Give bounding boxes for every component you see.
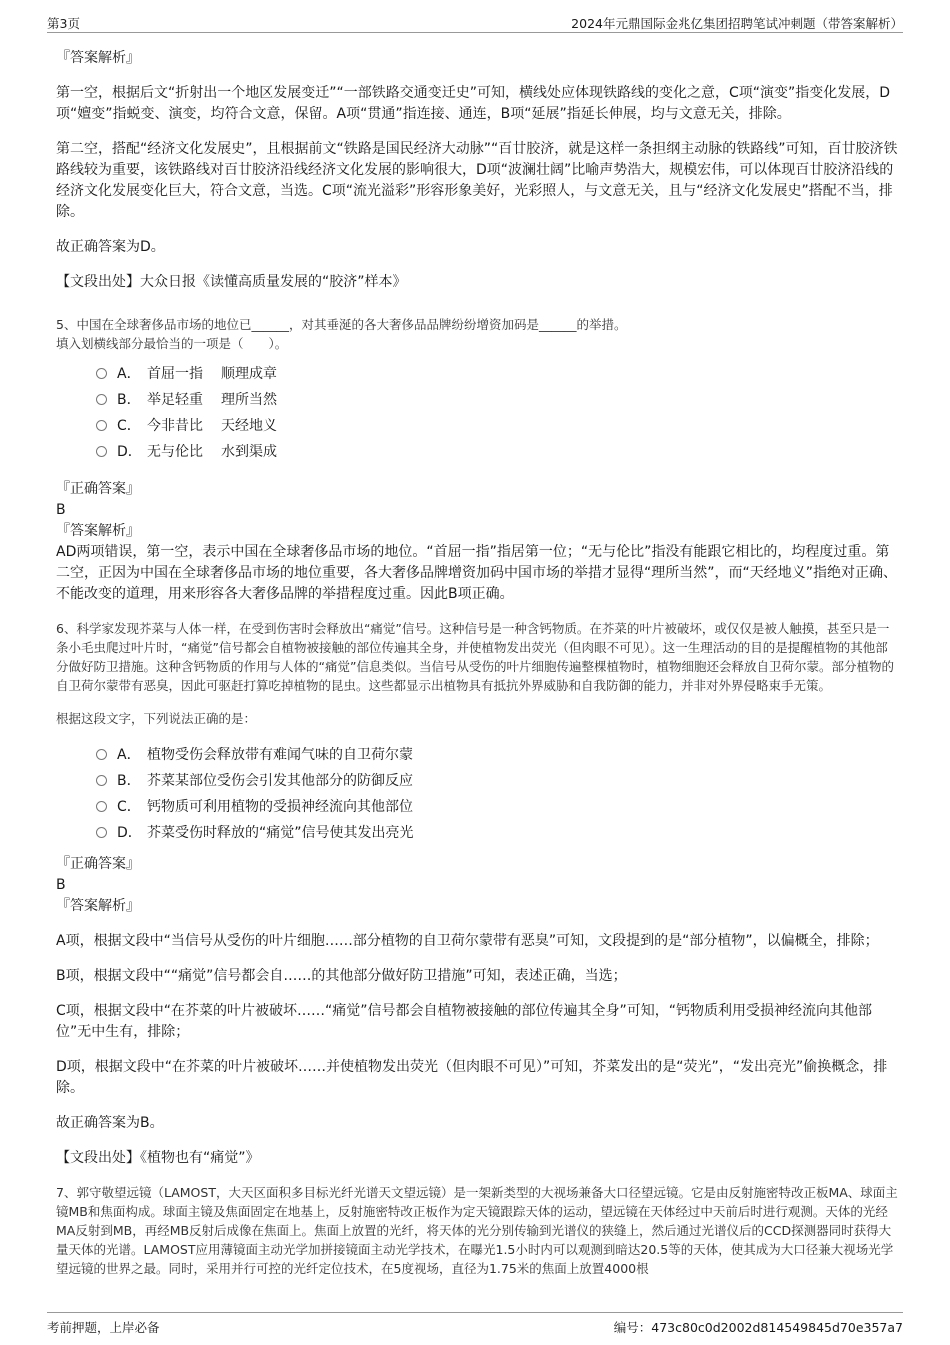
question-5-options xyxy=(96,361,898,465)
question-6-options xyxy=(96,742,898,846)
analysis-label: 『答案解析』 xyxy=(56,898,140,914)
option-a[interactable]: A． 植物受伤会释放带有难闻气味的自卫荷尔蒙 xyxy=(96,742,898,768)
correct-answer-label: 『正确答案』 xyxy=(56,856,140,872)
question-5-instruction: 填入划横线部分最恰当的一项是（ ）。 xyxy=(56,336,288,351)
option-d[interactable]: D． 芥菜受伤时释放的“痛觉”信号使其发出亮光 xyxy=(96,820,898,846)
radio-icon[interactable] xyxy=(96,368,107,379)
footer-slogan: 考前押题，上岸必备 xyxy=(47,1320,160,1335)
radio-icon[interactable] xyxy=(96,827,107,838)
page-footer xyxy=(47,1312,903,1337)
correct-answer-label: 『正确答案』 xyxy=(56,481,140,497)
analysis-paragraph: 第二空，搭配“经济文化发展史”，且根据前文“铁路是国民经济大动脉”“百廿胶济，就是这样一条担纲主动脉的铁路线”可知，百廿胶济铁路线较为重要，该铁路线对百廿胶济沿线经济文化发展的影响很大，D项“波澜壮阔”比喻声势浩大，规模宏伟，可以体现百廿胶济沿线的经济文化发展变化巨大，符合文意，当选。C项“流光溢彩”形容形象美好，光彩照人，与文意无关，且与“经济文化发展史”搭配不当，排除。 xyxy=(56,141,898,220)
source-citation: 【文段出处】《植物也有“痛觉”》 xyxy=(56,1150,260,1166)
document-title: 2024年元鼎国际金兆亿集团招聘笔试冲刺题（带答案解析） xyxy=(571,16,903,31)
option-c[interactable]: C． 钙物质可利用植物的受损神经流向其他部位 xyxy=(96,794,898,820)
radio-icon[interactable] xyxy=(96,749,107,760)
option-b[interactable]: B． 芥菜某部位受伤会引发其他部分的防御反应 xyxy=(96,768,898,794)
question-6-stem: 6、科学家发现芥菜与人体一样，在受到伤害时会释放出“痛觉”信号。这种信号是一种含钙物质。在芥菜的叶片被破坏，或仅仅是被人触摸，甚至只是一条小毛虫爬过叶片时，“痛觉”信号都会自植物被接触的部位传遍其全身，并使植物发出荧光（但肉眼不可见）。这一生理活动的目的是提醒植物的其他部分做好防卫措施。这种含钙物质的作用与人体的“痛觉”信息类似。当信号从受伤的叶片细胞传遍整棵植物时，植物细胞还会释放自卫荷尔蒙。部分植物的自卫荷尔蒙带有恶臭，因此可驱赶打算吃掉植物的昆虫。这些都显示出植物具有抵抗外界威胁和自我防御的能力，并非对外界侵略束手无策。 xyxy=(56,621,894,693)
radio-icon[interactable] xyxy=(96,394,107,405)
analysis-paragraph: 第一空，根据后文“折射出一个地区发展变迁”“一部铁路交通变迁史”可知，横线处应体现铁路线的变化之意，C项“演变”指变化发展，D项“嬗变”指蜕变、演变，均符合文意，保留。A项“贯通”指连接、通连，B项“延展”指延长伸展，均与文意无关，排除。 xyxy=(56,85,891,122)
analysis-option-a: A项，根据文段中“当信号从受伤的叶片细胞……部分植物的自卫荷尔蒙带有恶臭”可知，文段提到的是“部分植物”，以偏概全，排除； xyxy=(56,933,879,949)
correct-answer: B xyxy=(56,502,66,518)
analysis-label: 『答案解析』 xyxy=(56,50,140,66)
option-b[interactable]: B． 举足轻重 理所当然 xyxy=(96,387,898,413)
option-d[interactable]: D． 无与伦比 水到渠成 xyxy=(96,439,898,465)
page-header xyxy=(47,12,903,33)
source-citation: 【文段出处】大众日报《读懂高质量发展的“胶济”样本》 xyxy=(56,274,407,290)
analysis-option-c: C项，根据文段中“在芥菜的叶片被破坏……“痛觉”信号都会自植物被接触的部位传遍其全身”可知，“钙物质利用受损神经流向其他部位”无中生有，排除； xyxy=(56,1003,873,1040)
radio-icon[interactable] xyxy=(96,446,107,457)
analysis-paragraph: AD两项错误，第一空，表示中国在全球奢侈品市场的地位。“首屈一指”指居第一位；“无与伦比”指没有能跟它相比的，均程度过重。第二空，正因为中国在全球奢侈品市场的地位重要，各大奢侈品牌增资加码中国市场的举措才显得“理所当然”，而“天经地义”指绝对正确、不能改变的道理，用来形容各大奢侈品牌的举措程度过重。因此B项正确。 xyxy=(56,544,898,602)
answer-conclusion: 故正确答案为B。 xyxy=(56,1115,164,1131)
question-6-instruction: 根据这段文字，下列说法正确的是： xyxy=(56,711,257,726)
answer-conclusion: 故正确答案为D。 xyxy=(56,239,165,255)
page-number: 第3页 xyxy=(47,16,80,31)
option-c[interactable]: C． 今非昔比 天经地义 xyxy=(96,413,898,439)
document-id: 编号：473c80c0d2002d814549845d70e357a7 xyxy=(613,1320,903,1335)
analysis-label: 『答案解析』 xyxy=(56,523,140,539)
question-5-stem: 5、中国在全球奢侈品市场的地位已______，对其垂涎的各大奢侈品品牌纷纷增资加码是______的举措。 xyxy=(56,317,627,332)
analysis-option-d: D项，根据文段中“在芥菜的叶片被破坏……并使植物发出荧光（但肉眼不可见）”可知，芥菜发出的是“荧光”，“发出亮光”偷换概念，排除。 xyxy=(56,1059,888,1096)
document-body xyxy=(56,48,898,1278)
option-a[interactable]: A． 首屈一指 顺理成章 xyxy=(96,361,898,387)
analysis-option-b: B项，根据文段中““痛觉”信号都会自……的其他部分做好防卫措施”可知，表述正确，当选； xyxy=(56,968,627,984)
radio-icon[interactable] xyxy=(96,420,107,431)
question-7-stem: 7、郭守敬望远镜（LAMOST，大天区面积多目标光纤光谱天文望远镜）是一架新类型的大视场兼备大口径望远镜。它是由反射施密特改正板MA、球面主镜MB和焦面构成。球面主镜及焦面固定在地基上，反射施密特改正板作为定天镜跟踪天体的运动，望远镜在天体经过中天前后时进行观测。天体的光经MA反射到MB，再经MB反射后成像在焦面上。焦面上放置的光纤，将天体的光分别传输到光谱仪的狭缝上，然后通过光谱仪后的CCD探测器同时获得大量天体的光谱。LAMOST应用薄镜面主动光学加拼接镜面主动光学技术，在曝光1.5小时内可以观测到暗达20.5等的天体，使其成为大口径兼大视场光学望远镜的世界之最。同时，采用并行可控的光纤定位技术，在5度视场，直径为1.75米的焦面上放置4000根 xyxy=(56,1185,898,1276)
correct-answer: B xyxy=(56,877,66,893)
radio-icon[interactable] xyxy=(96,801,107,812)
radio-icon[interactable] xyxy=(96,775,107,786)
